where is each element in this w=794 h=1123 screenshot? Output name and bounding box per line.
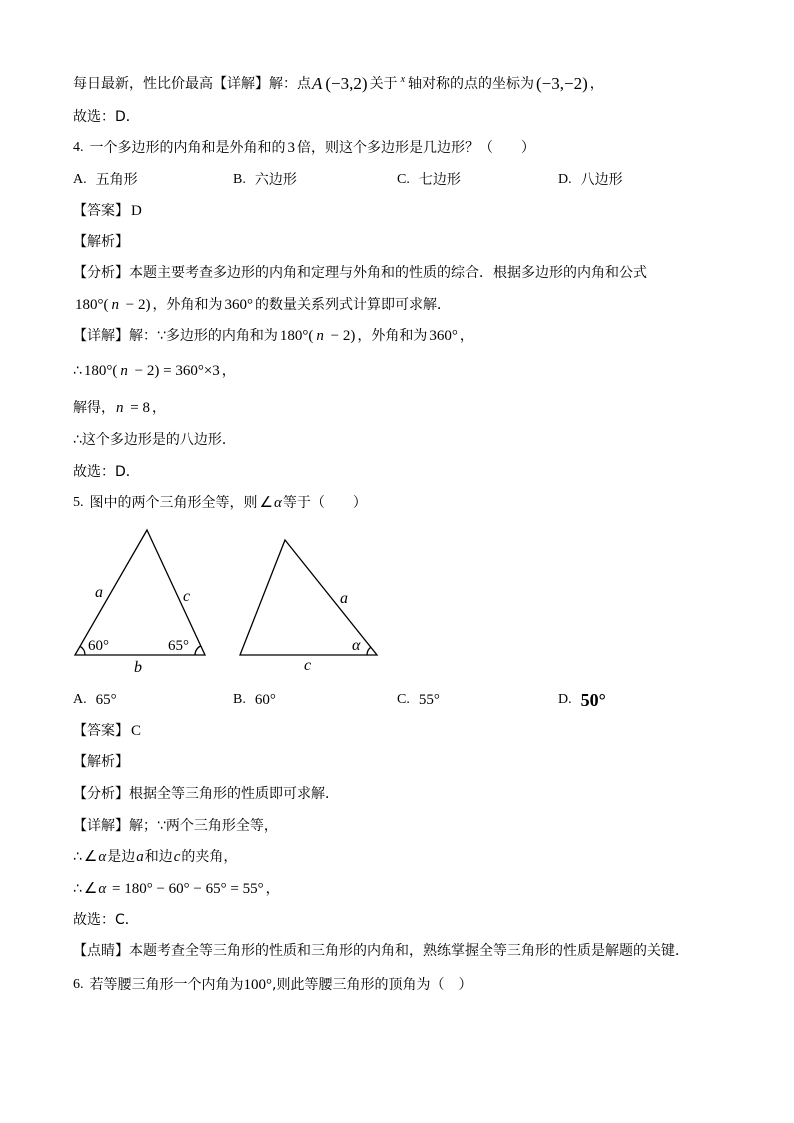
left-triangle-angle-arc-left <box>80 646 85 655</box>
right-triangle-base-label: c <box>304 657 312 674</box>
q5-stem-text: 图中的两个三角形全等，则 <box>89 495 258 511</box>
q4-stem-number: 3 <box>287 140 295 156</box>
choice-text: 故选：D． <box>73 464 140 480</box>
q5-option-d <box>558 690 606 710</box>
carryover-detail-line <box>73 74 604 94</box>
option-letter: C. <box>397 172 410 187</box>
analysis-tag: 【解析】 <box>73 754 129 770</box>
analysis-tag: 【解析】 <box>73 234 129 250</box>
math-expression: 360° <box>224 297 253 313</box>
right-triangle-angle-arc <box>367 647 371 655</box>
math-expression: 180°( <box>83 363 118 379</box>
detail-text: 的夹角， <box>181 849 238 865</box>
q5-answer-line <box>73 721 143 741</box>
math-variable: n <box>316 328 324 344</box>
option-text: 60° <box>254 692 276 708</box>
therefore-symbol: ∴ <box>73 881 82 897</box>
q5-option-a <box>73 690 117 710</box>
option-text: 55° <box>418 692 440 708</box>
angle-symbol: ∠ <box>83 881 98 897</box>
detail-text: ， <box>265 881 280 897</box>
q4-stem-text: 倍，则这个多边形是几边形？（ ） <box>297 140 535 156</box>
detail-text: 【详解】解；∵两个三角形全等， <box>73 818 278 834</box>
q5-option-c <box>397 690 440 710</box>
math-variable: c <box>173 849 181 865</box>
q4-detail-line2 <box>73 361 236 381</box>
right-triangle-angle-label: α <box>352 637 361 654</box>
math-expression: 180°( <box>279 328 314 344</box>
math-variable: n <box>120 363 128 379</box>
therefore-symbol: ∴ <box>73 849 82 865</box>
result-coordinates: (−3,−2) <box>536 74 588 93</box>
math-variable: a <box>136 849 144 865</box>
q5-choice-line <box>73 910 139 930</box>
carryover-choice-line <box>73 107 140 127</box>
right-triangle-side-label: a <box>340 590 348 607</box>
axis-label: x <box>400 74 406 85</box>
option-letter: D. <box>558 172 572 187</box>
answer-tag: 【答案】 <box>73 203 129 219</box>
left-triangle-angle-arc-right <box>195 646 201 655</box>
q4-detail-line4 <box>73 430 236 450</box>
math-expression: − 2) <box>326 328 356 344</box>
math-expression: − 2) = 360°×3 <box>130 363 220 379</box>
q4-analysis-heading <box>73 232 129 252</box>
q4-option-d <box>558 170 623 190</box>
option-letter: B. <box>233 172 246 187</box>
detail-text: 解得， <box>73 400 115 416</box>
math-expression: = 180° − 60° − 65° = 55° <box>108 881 264 897</box>
q4-stem-text: 一个多边形的内角和是外角和的 <box>89 140 286 156</box>
point-label: A <box>312 74 323 93</box>
q5-analysis-line <box>73 784 339 804</box>
option-letter: A. <box>73 692 87 707</box>
carryover-choice: 故选：D． <box>73 109 140 125</box>
q5-options <box>73 690 713 710</box>
option-letter: D. <box>558 692 572 707</box>
left-triangle-side-left-label: a <box>95 584 103 601</box>
option-text: 七边形 <box>418 172 461 188</box>
math-variable: α <box>98 849 107 865</box>
q4-analysis-line1 <box>73 263 647 283</box>
symmetric-text: 轴对称的点的坐标为 <box>408 76 535 92</box>
detail-text: ， <box>459 328 474 344</box>
q5-detail-line1 <box>73 816 278 836</box>
left-triangle-base-label: b <box>134 659 142 676</box>
option-text: 五角形 <box>95 172 138 188</box>
q4-option-a <box>73 170 138 190</box>
q6-stem-text: 若等腰三角形一个内角为 <box>89 977 244 993</box>
detail-text: ∴这个多边形是的八边形． <box>73 432 236 448</box>
left-triangle-angle-left-label: 60° <box>88 638 109 654</box>
q4-analysis-line2 <box>73 295 451 315</box>
q5-detail-line2 <box>73 847 237 867</box>
carryover-detail-prefix: 每日最新，性比价最高【详解】解：点 <box>73 76 311 92</box>
point-coordinates: (−3,2) <box>325 74 368 93</box>
q4-detail-line3 <box>73 398 166 418</box>
q6-stem-text: ,则此等腰三角形的顶角为（ ） <box>272 977 473 993</box>
q4-options <box>73 170 713 190</box>
math-variable: n <box>116 400 124 416</box>
line-end-punct: ， <box>589 76 604 92</box>
therefore-symbol: ∴ <box>73 363 82 379</box>
analysis-text: 【分析】本题主要考查多边形的内角和定理与外角和的性质的综合．根据多边形的内角和公式 <box>73 265 647 281</box>
math-expression: 100° <box>243 977 272 993</box>
option-letter: A. <box>73 172 87 187</box>
q5-stem-text: 等于（ ） <box>282 495 367 511</box>
detail-text: 是边 <box>107 849 136 865</box>
analysis-text: 【分析】根据全等三角形的性质即可求解． <box>73 786 339 802</box>
congruent-triangles-figure <box>60 520 390 680</box>
math-variable: α <box>98 881 107 897</box>
q5-comment-line <box>73 941 689 961</box>
q6-stem <box>73 975 472 995</box>
q5-analysis-heading <box>73 752 129 772</box>
detail-text: ， <box>151 400 166 416</box>
option-letter: B. <box>233 692 246 707</box>
answer-tag: 【答案】 <box>73 723 129 739</box>
q4-option-c <box>397 170 461 190</box>
detail-text: ，外角和为 <box>357 328 428 344</box>
math-expression: = 8 <box>126 400 150 416</box>
q4-stem <box>73 138 535 158</box>
option-text: 65° <box>95 692 117 708</box>
q4-choice-line <box>73 462 140 482</box>
q4-detail-line1 <box>73 326 474 346</box>
math-expression: 180°( <box>75 297 109 313</box>
about-text: 关于 <box>369 76 398 92</box>
q6-number: 6. <box>73 977 84 992</box>
q4-option-b <box>233 170 297 190</box>
q5-number: 5. <box>73 495 84 510</box>
option-text: 50° <box>580 690 606 710</box>
q5-answer: C <box>131 723 142 739</box>
angle-symbol: ∠ <box>83 849 98 865</box>
detail-text: 【详解】解：∵多边形的内角和为 <box>73 328 278 344</box>
detail-text: ， <box>221 363 236 379</box>
analysis-text: 的数量关系列式计算即可求解． <box>254 297 451 313</box>
comment-text: 【点睛】本题考查全等三角形的性质和三角形的内角和，熟练掌握全等三角形的性质是解题的关键． <box>73 943 689 959</box>
left-triangle-side-right-label: c <box>183 588 191 605</box>
math-expression: − 2) <box>122 297 151 313</box>
math-variable: α <box>273 495 282 511</box>
q5-option-b <box>233 690 276 710</box>
q4-answer: D <box>131 203 142 219</box>
option-text: 八边形 <box>580 172 623 188</box>
math-variable: n <box>111 297 119 313</box>
analysis-text: ，外角和为 <box>152 297 223 313</box>
q5-stem <box>73 493 367 513</box>
left-triangle-angle-right-label: 65° <box>168 638 189 654</box>
q4-number: 4. <box>73 140 84 155</box>
angle-symbol: ∠ <box>259 495 273 511</box>
q4-answer-line <box>73 201 144 221</box>
detail-text: 和边 <box>144 849 173 865</box>
option-text: 六边形 <box>254 172 297 188</box>
math-expression: 360° <box>429 328 458 344</box>
option-letter: C. <box>397 692 410 707</box>
q5-detail-line3 <box>73 879 280 899</box>
choice-text: 故选：C． <box>73 912 139 928</box>
